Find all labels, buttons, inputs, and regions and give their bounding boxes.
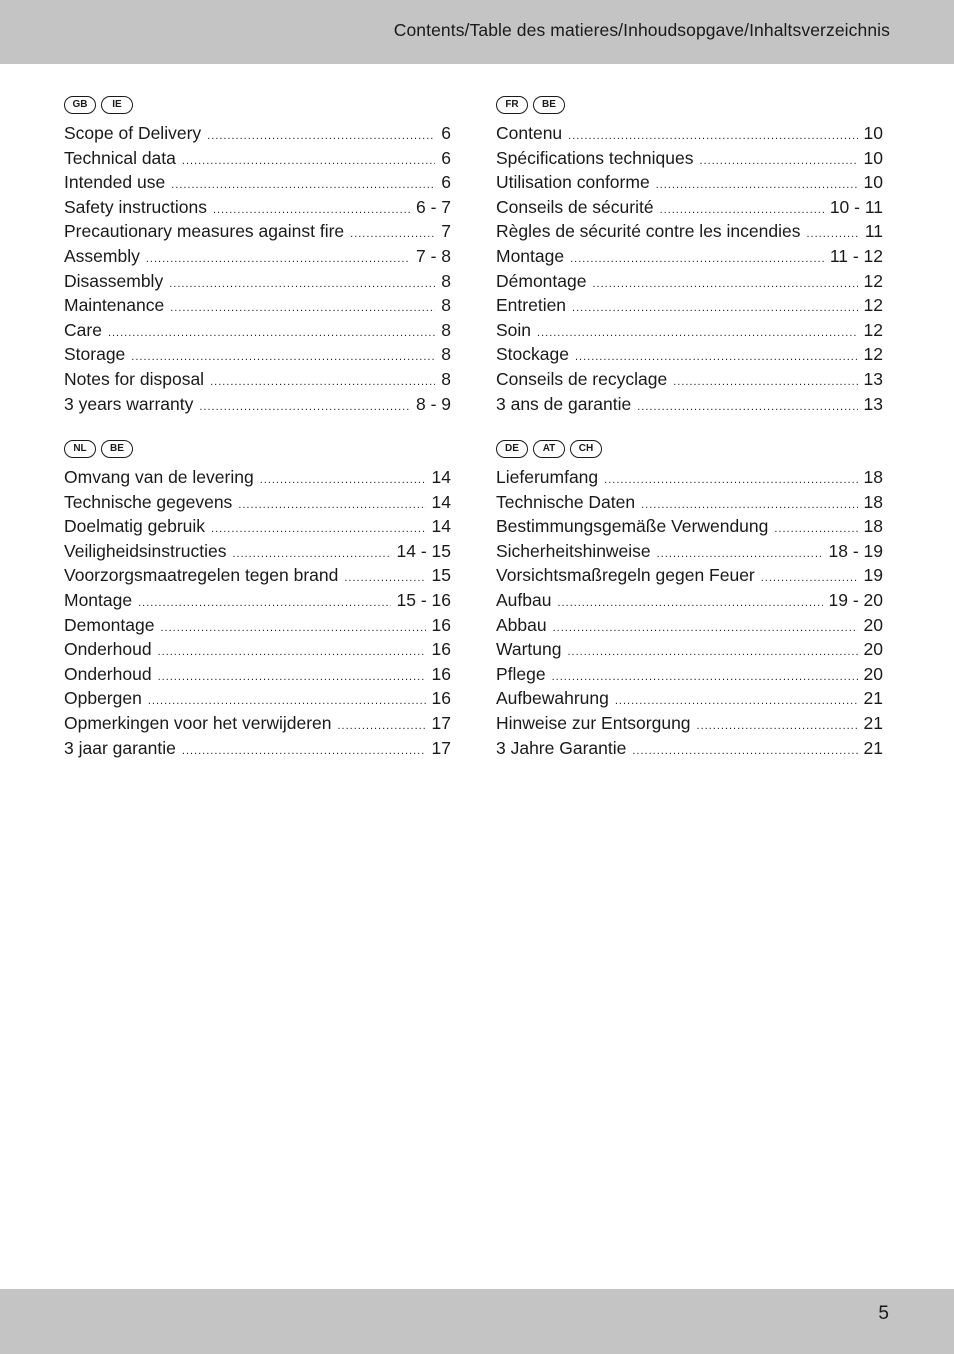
country-flag-badge: CH [570, 440, 602, 458]
page-footer [0, 1289, 954, 1354]
toc-entry [64, 465, 451, 490]
toc-entry [64, 711, 451, 736]
toc-entry-label: Utilisation conforme [496, 172, 650, 193]
dot-leader [632, 739, 857, 764]
toc-entry [496, 490, 883, 515]
toc-entry-page: 18 [863, 491, 883, 512]
dot-leader [604, 468, 857, 493]
country-flag-badge: DE [496, 440, 528, 458]
toc-entry [496, 539, 883, 564]
toc-entry-label: Conseils de recyclage [496, 368, 668, 389]
toc-entry-page: 12 [863, 295, 883, 316]
dot-leader [108, 321, 435, 346]
toc-section-nl [64, 440, 451, 760]
toc-entry-page: 12 [863, 270, 883, 291]
toc-entry-label: 3 years warranty [64, 393, 194, 414]
toc-entry-page: 16 [431, 688, 451, 709]
country-flag-badge: BE [101, 440, 133, 458]
toc-entry-page: 16 [431, 663, 451, 684]
toc-entry-page: 8 - 9 [415, 393, 451, 414]
toc-entry-label: Lieferumfang [496, 467, 599, 487]
page-number: 5 [878, 1303, 889, 1324]
toc-entry-page: 6 [441, 123, 451, 143]
toc-entry [64, 146, 451, 171]
toc-entry [496, 588, 883, 613]
toc-entry-page: 17 [431, 712, 451, 733]
page-title: Contents/Table des matieres/Inhoudsopgave/Inhaltsverzeichnis [393, 20, 890, 40]
toc-entry [496, 662, 883, 687]
toc-entry-page: 8 [441, 270, 451, 291]
toc-entry [496, 342, 883, 367]
toc-entry [64, 367, 451, 392]
toc-entry-label: Technische gegevens [64, 491, 233, 512]
toc-entry-label: Veiligheidsinstructies [64, 540, 227, 561]
toc-entry-label: Démontage [496, 270, 587, 291]
toc-entry-page: 6 [441, 172, 451, 193]
toc-entry-label: Hinweise zur Entsorgung [496, 712, 691, 733]
country-flag-badge: BE [533, 96, 565, 114]
toc-entry [64, 342, 451, 367]
toc-entry-label: Storage [64, 344, 126, 365]
toc-entry-label: Montage [64, 589, 133, 610]
toc-entry-page: 20 [863, 614, 883, 635]
dot-leader [182, 739, 426, 764]
country-flag-badge: AT [533, 440, 565, 458]
language-flags [64, 440, 451, 460]
toc-entry [496, 318, 883, 343]
toc-entry-label: Technical data [64, 147, 176, 168]
toc-entry-page: 8 [441, 295, 451, 316]
toc-entry-page: 8 [441, 368, 451, 389]
toc-section-fr [496, 96, 883, 416]
toc-entry-page: 14 [431, 516, 451, 537]
toc-entry [64, 662, 451, 687]
toc-entry [496, 465, 883, 490]
toc-entry-page: 15 - 16 [396, 589, 451, 610]
dot-leader [568, 640, 858, 665]
toc-entry-page: 13 [863, 368, 883, 389]
toc-entries [496, 121, 883, 416]
dot-leader [169, 272, 435, 297]
toc-entry-page: 8 [441, 344, 451, 365]
dot-leader [170, 296, 435, 321]
toc-entry [64, 514, 451, 539]
toc-entry-label: Règles de sécurité contre les incendies [496, 221, 801, 242]
toc-entries [496, 465, 883, 760]
toc-entry [64, 686, 451, 711]
toc-entry-label: Demontage [64, 614, 155, 635]
toc-entry-label: Precautionary measures against fire [64, 221, 345, 242]
dot-leader [207, 124, 435, 149]
toc-entry [496, 686, 883, 711]
toc-entry [64, 244, 451, 269]
toc-entry-page: 20 [863, 663, 883, 684]
dot-leader [656, 173, 858, 198]
dot-leader [572, 296, 857, 321]
toc-entry-label: Notes for disposal [64, 368, 205, 389]
toc-entry-label: Conseils de sécurité [496, 196, 654, 217]
toc-entry-page: 7 - 8 [415, 245, 451, 266]
toc-entry [496, 269, 883, 294]
toc-entry-label: Disassembly [64, 270, 164, 291]
toc-entry-label: Wartung [496, 639, 562, 660]
toc-entry-label: Pflege [496, 663, 546, 684]
dot-leader [210, 370, 435, 395]
dot-leader [158, 665, 426, 690]
toc-entry-page: 14 - 15 [396, 540, 451, 561]
toc-entry-page: 13 [863, 393, 883, 414]
toc-entry [496, 637, 883, 662]
toc-entry-page: 20 [863, 639, 883, 660]
dot-leader [557, 591, 822, 616]
toc-entry-label: Safety instructions [64, 196, 207, 217]
toc-entry-page: 14 [431, 491, 451, 512]
toc-entry-label: Bestimmungsgemäße Verwendung [496, 516, 769, 537]
toc-entry-page: 16 [431, 639, 451, 660]
toc-entry-page: 21 [863, 737, 883, 758]
toc-entry-label: 3 Jahre Garantie [496, 737, 627, 758]
toc-entries [64, 121, 451, 416]
toc-entry-page: 10 - 11 [829, 196, 883, 217]
toc-entry-label: Onderhoud [64, 663, 152, 684]
toc-entry-label: Entretien [496, 295, 567, 316]
language-flags [496, 96, 883, 116]
dot-leader [171, 173, 435, 198]
toc-entry-page: 15 [431, 565, 451, 586]
dot-leader [160, 616, 425, 641]
country-flag-badge: GB [64, 96, 96, 114]
toc-entry [64, 736, 451, 761]
toc-entry-label: Maintenance [64, 295, 165, 316]
dot-leader [260, 468, 426, 493]
toc-entry-label: 3 ans de garantie [496, 393, 632, 414]
toc-entry [64, 293, 451, 318]
toc-entry [64, 613, 451, 638]
dot-leader [699, 149, 857, 174]
toc-entry-label: Stockage [496, 344, 569, 365]
dot-leader [637, 395, 857, 420]
toc-entry-label: Opmerkingen voor het verwijderen [64, 712, 332, 733]
toc-entry [496, 514, 883, 539]
toc-entry [496, 121, 883, 146]
toc-entry-label: Onderhoud [64, 639, 152, 660]
toc-entry-page: 18 [863, 516, 883, 537]
toc-entry-page: 6 [441, 147, 451, 168]
toc-entry-page: 10 [863, 123, 883, 143]
toc-entry-page: 18 [863, 467, 883, 487]
dot-leader [570, 247, 824, 272]
toc-entry-page: 19 - 20 [828, 589, 883, 610]
toc-entry-page: 14 [431, 467, 451, 487]
toc-entry [496, 293, 883, 318]
dot-leader [182, 149, 435, 174]
dot-leader [211, 517, 425, 542]
toc-entry-label: Intended use [64, 172, 166, 193]
toc-entry [496, 367, 883, 392]
toc-entry [64, 637, 451, 662]
toc-entry [496, 563, 883, 588]
toc-entry-page: 11 [864, 221, 883, 242]
dot-leader [146, 247, 410, 272]
toc-entry-page: 12 [863, 319, 883, 340]
toc-entry-label: Spécifications techniques [496, 147, 694, 168]
toc-entry [496, 146, 883, 171]
toc-entry [496, 170, 883, 195]
toc-entry-page: 21 [863, 688, 883, 709]
toc-entry-page: 10 [863, 147, 883, 168]
toc-entry-page: 18 - 19 [828, 540, 883, 561]
dot-leader [138, 591, 390, 616]
toc-entry-page: 10 [863, 172, 883, 193]
toc-entry-label: Vorsichtsmaßregeln gegen Feuer [496, 565, 755, 586]
toc-entry-page: 16 [431, 614, 451, 635]
toc-entry-label: Voorzorgsmaatregelen tegen brand [64, 565, 339, 586]
toc-entry [64, 539, 451, 564]
toc-entry-page: 7 [441, 221, 451, 242]
toc-entry [496, 219, 883, 244]
dot-leader [592, 272, 857, 297]
toc-entry-label: Assembly [64, 245, 140, 266]
toc-entry [496, 244, 883, 269]
toc-entry-page: 8 [441, 319, 451, 340]
toc-entry [64, 563, 451, 588]
toc-entry [64, 170, 451, 195]
toc-entry [496, 613, 883, 638]
dot-leader [537, 321, 858, 346]
dot-leader [673, 370, 857, 395]
toc-entry [64, 392, 451, 417]
toc-entry-label: Abbau [496, 614, 547, 635]
toc-entry-page: 6 - 7 [415, 196, 451, 217]
toc-entry [64, 195, 451, 220]
country-flag-badge: NL [64, 440, 96, 458]
toc-entries [64, 465, 451, 760]
toc-entry-page: 17 [431, 737, 451, 758]
dot-leader [697, 714, 858, 739]
toc-entry-label: Aufbau [496, 589, 552, 610]
toc-entry-page: 21 [863, 712, 883, 733]
toc-entry-page: 12 [863, 344, 883, 365]
language-flags [64, 96, 451, 116]
language-flags [496, 440, 883, 460]
toc-entry-label: Soin [496, 319, 532, 340]
toc-entry-label: Scope of Delivery [64, 123, 202, 143]
toc-entry [496, 711, 883, 736]
toc-entry-label: Sicherheitshinweise [496, 540, 651, 561]
toc-entry [64, 588, 451, 613]
toc-entry [64, 490, 451, 515]
toc-entry [496, 736, 883, 761]
dot-leader [199, 395, 410, 420]
dot-leader [158, 640, 426, 665]
toc-entry [64, 219, 451, 244]
toc-entry [64, 121, 451, 146]
toc-entry [64, 318, 451, 343]
country-flag-badge: FR [496, 96, 528, 114]
page-header [0, 0, 954, 64]
country-flag-badge: IE [101, 96, 133, 114]
dot-leader [553, 616, 858, 641]
toc-entry-label: Opbergen [64, 688, 142, 709]
dot-leader [238, 493, 425, 518]
toc-entry-label: Care [64, 319, 102, 340]
toc-section-gb [64, 96, 451, 416]
toc-section-de [496, 440, 883, 760]
toc-entry-label: Technische Daten [496, 491, 636, 512]
toc-entry-label: Montage [496, 245, 565, 266]
toc-entry [496, 195, 883, 220]
toc-entry-page: 11 - 12 [829, 245, 883, 266]
toc-entry [64, 269, 451, 294]
toc-entry-label: Aufbewahrung [496, 688, 609, 709]
toc-entry [496, 392, 883, 417]
toc-entry-label: Contenu [496, 123, 563, 143]
toc-entry-label: Doelmatig gebruik [64, 516, 206, 537]
dot-leader [338, 714, 426, 739]
toc-entry-page: 19 [863, 565, 883, 586]
toc-entry-label: Omvang van de levering [64, 467, 254, 487]
toc-entry-label: 3 jaar garantie [64, 737, 176, 758]
